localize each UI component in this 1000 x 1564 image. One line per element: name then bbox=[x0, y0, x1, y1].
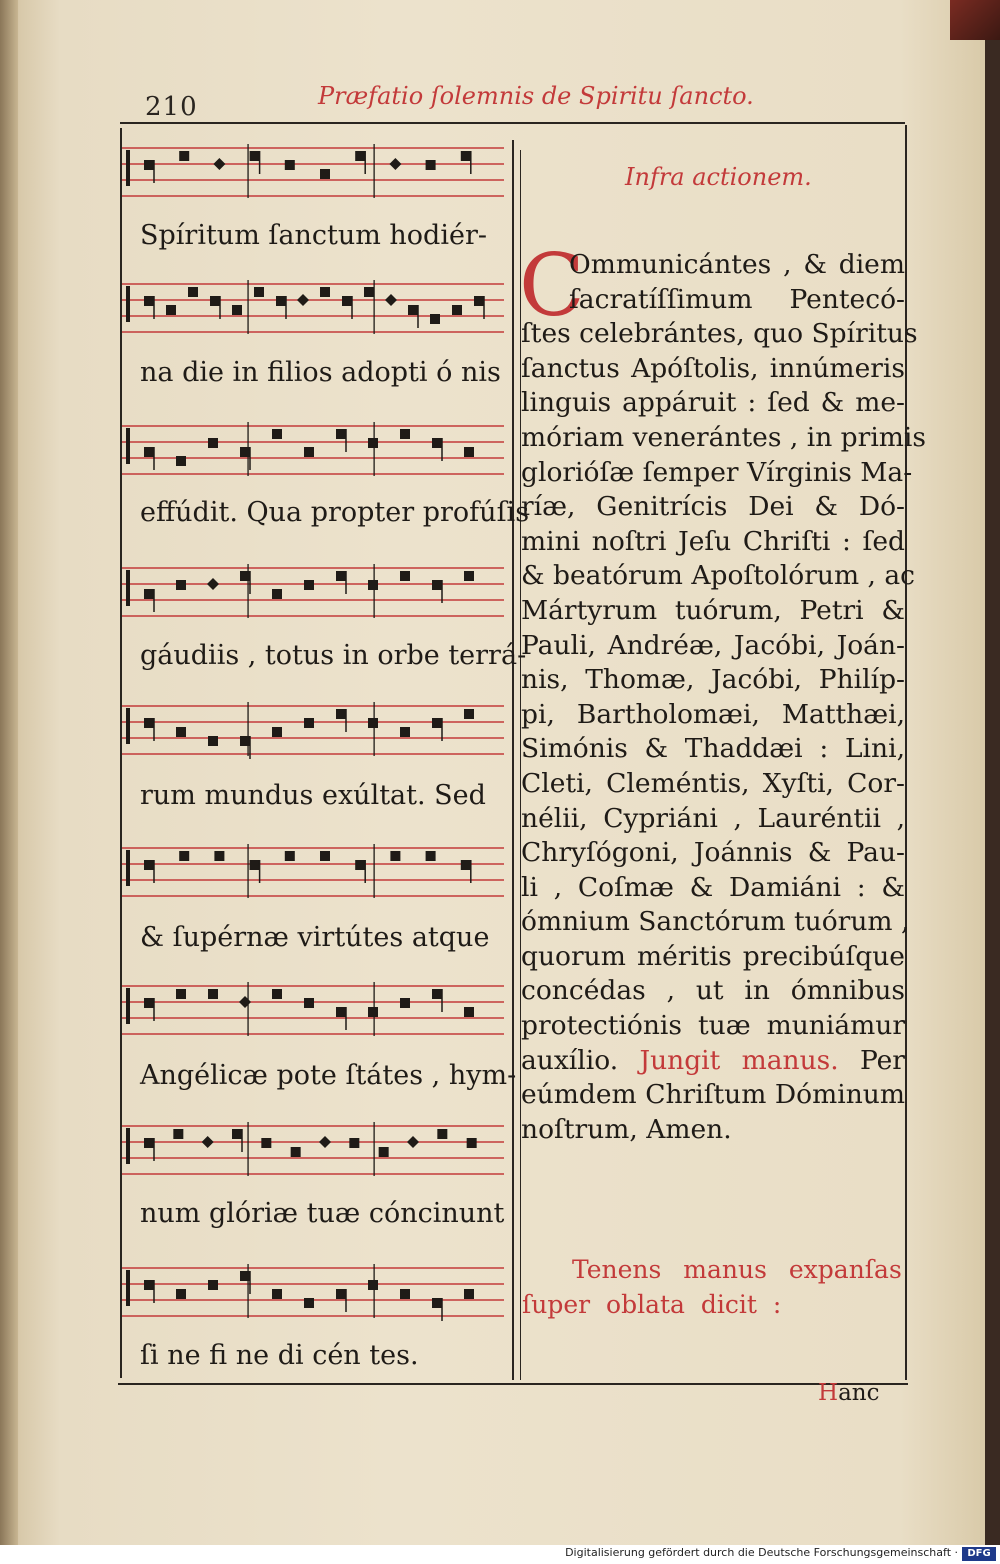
prayer-line: Ommunicántes , & diem bbox=[569, 249, 905, 280]
square-note bbox=[144, 998, 154, 1008]
square-note bbox=[272, 429, 282, 439]
square-note bbox=[464, 447, 474, 457]
staff-drawing bbox=[122, 278, 504, 338]
square-note bbox=[432, 989, 442, 999]
diamond-note bbox=[385, 294, 397, 306]
chant-lyric: ſi ne fi ne di cén tes. bbox=[140, 1340, 419, 1371]
square-note bbox=[179, 151, 189, 161]
square-note bbox=[291, 1147, 301, 1157]
square-note bbox=[208, 438, 218, 448]
square-note bbox=[432, 438, 442, 448]
square-note bbox=[250, 860, 260, 870]
staff-drawing bbox=[122, 700, 504, 760]
prayer-line: protectiónis tuæ muniámur bbox=[521, 1010, 905, 1042]
clef-mark bbox=[126, 150, 130, 186]
square-note bbox=[304, 1298, 314, 1308]
prayer-line: Cleti, Cleméntis, Xyſti, Cor- bbox=[521, 767, 905, 799]
staff-drawing bbox=[122, 1120, 504, 1180]
page-number: 210 bbox=[145, 92, 198, 122]
square-note bbox=[355, 860, 365, 870]
prayer-line: li , Coſmæ & Damiáni : & bbox=[521, 871, 905, 903]
square-note bbox=[368, 718, 378, 728]
catchword-initial: H bbox=[818, 1380, 839, 1406]
diamond-note bbox=[319, 1136, 331, 1148]
square-note bbox=[368, 580, 378, 590]
drop-cap: C bbox=[519, 236, 585, 336]
square-note bbox=[304, 998, 314, 1008]
prayer-line: Simónis & Thaddæi : Lini, bbox=[521, 733, 905, 765]
prayer-line: nis, Thomæ, Jacóbi, Philíp- bbox=[521, 664, 905, 696]
square-note bbox=[452, 305, 462, 315]
chant-lyric: rum mundus exúltat. Sed bbox=[140, 780, 486, 811]
square-note bbox=[461, 860, 471, 870]
square-note bbox=[355, 151, 365, 161]
square-note bbox=[336, 571, 346, 581]
prayer-line: & beatórum Apoſtolórum , ac bbox=[521, 560, 916, 592]
prayer-line: mini noſtri Jeſu Chriſti : ſed bbox=[521, 525, 905, 557]
diamond-note bbox=[239, 996, 251, 1008]
square-note bbox=[144, 589, 154, 599]
running-title: Præfatio ſolemnis de Spiritu ſancto. bbox=[318, 82, 754, 110]
square-note bbox=[426, 851, 436, 861]
diamond-note bbox=[407, 1136, 419, 1148]
square-note bbox=[430, 314, 440, 324]
square-note bbox=[390, 851, 400, 861]
square-note bbox=[144, 296, 154, 306]
chant-lyric: Angélicæ pote ſtátes , hym- bbox=[140, 1060, 517, 1091]
prayer-line: Mártyrum tuórum, Petri & bbox=[521, 594, 905, 626]
square-note bbox=[368, 1280, 378, 1290]
square-note bbox=[188, 287, 198, 297]
staff-drawing bbox=[122, 980, 504, 1040]
square-note bbox=[368, 438, 378, 448]
music-staff bbox=[122, 980, 504, 1040]
square-note bbox=[176, 580, 186, 590]
prayer-text bbox=[521, 248, 926, 1147]
square-note bbox=[408, 305, 418, 315]
square-note bbox=[144, 447, 154, 457]
prayer-line: Chryſógoni, Joánnis & Pau- bbox=[521, 837, 905, 869]
column-separator bbox=[512, 140, 514, 1380]
square-note bbox=[349, 1138, 359, 1148]
square-note bbox=[208, 736, 218, 746]
chant-lyric: effúdit. Qua propter profúſis bbox=[140, 497, 530, 528]
square-note bbox=[400, 998, 410, 1008]
prayer-line: móriam venerántes , in primis bbox=[521, 421, 926, 453]
square-note bbox=[272, 589, 282, 599]
square-note bbox=[400, 727, 410, 737]
chant-lyric: Spíritum ſanctum hodiér- bbox=[140, 220, 487, 251]
music-staff bbox=[122, 700, 504, 760]
square-note bbox=[464, 1007, 474, 1017]
frame-rule-bottom bbox=[118, 1383, 908, 1385]
square-note bbox=[176, 727, 186, 737]
square-note bbox=[176, 1289, 186, 1299]
square-note bbox=[232, 305, 242, 315]
prayer-word-per: Per bbox=[859, 1044, 905, 1076]
square-note bbox=[144, 860, 154, 870]
square-note bbox=[400, 429, 410, 439]
staff-drawing bbox=[122, 142, 504, 202]
square-note bbox=[461, 151, 471, 161]
clef-mark bbox=[126, 570, 130, 606]
square-note bbox=[336, 429, 346, 439]
square-note bbox=[464, 709, 474, 719]
square-note bbox=[432, 580, 442, 590]
square-note bbox=[467, 1138, 477, 1148]
music-staff bbox=[122, 420, 504, 480]
clef-mark bbox=[126, 988, 130, 1024]
catchword bbox=[818, 1380, 879, 1406]
square-note bbox=[426, 160, 436, 170]
square-note bbox=[437, 1129, 447, 1139]
diamond-note bbox=[213, 158, 225, 170]
square-note bbox=[285, 851, 295, 861]
chant-lyric: na die in filios adopti ó nis bbox=[140, 357, 501, 388]
staff-drawing bbox=[122, 420, 504, 480]
chant-lyric: & ſupérnæ virtútes atque bbox=[140, 922, 490, 953]
prayer-line: ſtes celebrántes, quo Spíritus bbox=[521, 318, 918, 350]
music-staff bbox=[122, 842, 504, 902]
square-note bbox=[336, 1007, 346, 1017]
square-note bbox=[176, 989, 186, 999]
square-note bbox=[464, 571, 474, 581]
square-note bbox=[379, 1147, 389, 1157]
square-note bbox=[464, 1289, 474, 1299]
square-note bbox=[179, 851, 189, 861]
square-note bbox=[272, 1289, 282, 1299]
square-note bbox=[240, 1271, 250, 1281]
staff-drawing bbox=[122, 562, 504, 622]
music-staff bbox=[122, 1262, 504, 1322]
binding-corner bbox=[950, 0, 1000, 40]
square-note bbox=[364, 287, 374, 297]
square-note bbox=[320, 169, 330, 179]
square-note bbox=[166, 305, 176, 315]
clef-mark bbox=[126, 428, 130, 464]
square-note bbox=[214, 851, 224, 861]
prayer-line: ríæ, Genitrícis Dei & Dó- bbox=[521, 491, 905, 523]
prayer-line: noſtrum, Amen. bbox=[521, 1113, 732, 1145]
prayer-line: ſanctus Apóſtolis, innúmeris bbox=[521, 352, 905, 384]
music-staff bbox=[122, 278, 504, 338]
square-note bbox=[304, 447, 314, 457]
square-note bbox=[320, 851, 330, 861]
chant-lyric: num glóriæ tuæ cóncinunt bbox=[140, 1198, 505, 1229]
square-note bbox=[240, 571, 250, 581]
prayer-line: ómnium Sanctórum tuórum , bbox=[521, 906, 910, 938]
rubric-instruction: ſuper oblata dicit : bbox=[522, 1290, 782, 1319]
square-note bbox=[400, 1289, 410, 1299]
prayer-line: quorum méritis precibúſque bbox=[521, 940, 905, 972]
square-note bbox=[144, 1138, 154, 1148]
square-note bbox=[208, 1280, 218, 1290]
prayer-word-auxilio: auxílio. bbox=[521, 1044, 619, 1076]
prayer-line-auxilio bbox=[521, 1044, 905, 1079]
square-note bbox=[336, 1289, 346, 1299]
square-note bbox=[210, 296, 220, 306]
rubric-heading: Infra actionem. bbox=[625, 163, 812, 191]
square-note bbox=[208, 989, 218, 999]
rubric-inline: Jungit manus. bbox=[639, 1044, 839, 1076]
square-note bbox=[176, 456, 186, 466]
square-note bbox=[432, 1298, 442, 1308]
music-staff bbox=[122, 142, 504, 202]
square-note bbox=[400, 571, 410, 581]
square-note bbox=[368, 1007, 378, 1017]
book-spine bbox=[0, 0, 18, 1545]
footer-credit: Digitalisierung gefördert durch die Deutsche Forschungsgemeinschaft · bbox=[565, 1546, 958, 1559]
clef-mark bbox=[126, 850, 130, 886]
prayer-line: linguis appáruit : ſed & me- bbox=[521, 387, 905, 419]
diamond-note bbox=[297, 294, 309, 306]
clef-mark bbox=[126, 1128, 130, 1164]
dfg-logo: DFG bbox=[962, 1547, 996, 1561]
diamond-note bbox=[207, 578, 219, 590]
diamond-note bbox=[202, 1136, 214, 1148]
prayer-line: eúmdem Chriſtum Dóminum bbox=[521, 1079, 905, 1111]
rubric-instruction: Tenens manus expanſas bbox=[572, 1255, 902, 1284]
music-staff bbox=[122, 1120, 504, 1180]
square-note bbox=[272, 989, 282, 999]
square-note bbox=[304, 718, 314, 728]
staff-drawing bbox=[122, 842, 504, 902]
square-note bbox=[254, 287, 264, 297]
prayer-line: ſacratíſſimum Pentecó- bbox=[569, 283, 905, 315]
clef-mark bbox=[126, 708, 130, 744]
square-note bbox=[173, 1129, 183, 1139]
prayer-line: nélii, Cypriáni , Lauréntii , bbox=[521, 802, 905, 834]
square-note bbox=[342, 296, 352, 306]
prayer-line: Pauli, Andréæ, Jacóbi, Joán- bbox=[521, 629, 905, 661]
square-note bbox=[261, 1138, 271, 1148]
square-note bbox=[336, 709, 346, 719]
square-note bbox=[144, 718, 154, 728]
square-note bbox=[304, 580, 314, 590]
square-note bbox=[276, 296, 286, 306]
square-note bbox=[432, 718, 442, 728]
diamond-note bbox=[389, 158, 401, 170]
prayer-line: pi, Bartholomæi, Matthæi, bbox=[521, 698, 905, 730]
square-note bbox=[272, 727, 282, 737]
frame-rule-right bbox=[905, 125, 907, 1380]
square-note bbox=[320, 287, 330, 297]
prayer-line: glorióſæ ſemper Vírginis Ma- bbox=[521, 456, 913, 488]
square-note bbox=[144, 160, 154, 170]
frame-rule-top bbox=[120, 122, 905, 124]
square-note bbox=[250, 151, 260, 161]
square-note bbox=[474, 296, 484, 306]
catchword-rest: anc bbox=[838, 1380, 880, 1406]
staff-drawing bbox=[122, 1262, 504, 1322]
clef-mark bbox=[126, 286, 130, 322]
music-staff bbox=[122, 562, 504, 622]
chant-lyric: gáudiis , totus in orbe terrá- bbox=[140, 640, 527, 671]
square-note bbox=[144, 1280, 154, 1290]
clef-mark bbox=[126, 1270, 130, 1306]
square-note bbox=[240, 736, 250, 746]
square-note bbox=[285, 160, 295, 170]
prayer-line: concédas , ut in ómnibus bbox=[521, 975, 905, 1007]
square-note bbox=[232, 1129, 242, 1139]
square-note bbox=[240, 447, 250, 457]
